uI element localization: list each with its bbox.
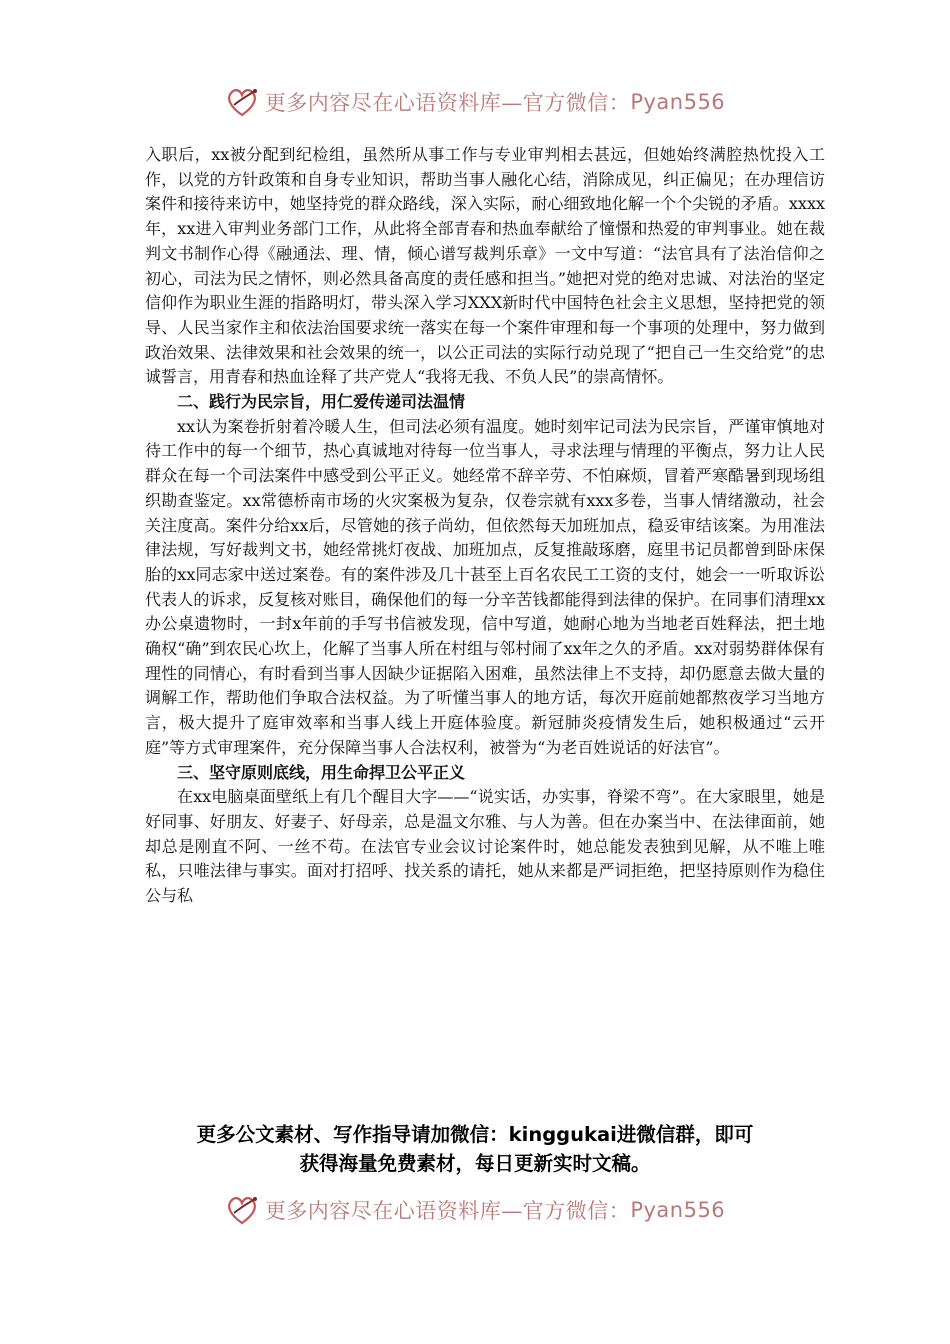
banner-text: 更多内容尽在心语资料库—官方微信： [264, 91, 631, 115]
header-banner [0, 82, 950, 122]
footer-banner-wechat-id: Pyan556 [630, 1198, 726, 1222]
article-body [145, 143, 825, 909]
banner-wechat-id: Pyan556 [630, 90, 726, 114]
promo-line-2: 获得海量免费素材，每日更新实时文稿。 [299, 1152, 651, 1175]
paragraph-3: 在xx电脑桌面壁纸上有几个醒目大字——“说实话，办实事，脊梁不弯”。在大家眼里，她是好同事、好朋友、好妻子、好母亲，总是温文尔雅、与人为善。但在办案当中、在法律面前，她却总是刚直不阿、一丝不苟。在法官专业会议讨论案件时，她总能发表独到见解，从不唯上唯私，只唯法律与事实。面对打招呼、找关系的请托，她从来都是严词拒绝，把坚持原则作为稳住公与私 [145, 787, 825, 906]
section-heading-3: 三、坚守原则底线，用生命捍卫公平正义 [177, 762, 466, 782]
promo-line-1: 更多公文素材、写作指导请加微信：kinggukai进微信群，即可 [196, 1123, 754, 1146]
heart-logo-icon [225, 1193, 259, 1227]
footer-banner-text: 更多内容尽在心语资料库—官方微信： [264, 1199, 631, 1223]
paragraph-2: xx认为案卷折射着冷暖人生，但司法必须有温度。她时刻牢记司法为民宗旨，严谨审慎地对待工作中的每一个细节，热心真诚地对待每一位当事人，寻求法理与情理的平衡点，努力让人民群众在每一个司法案件中感受到公平正义。她经常不辞辛劳、不怕麻烦，冒着严寒酷暑到现场组织勘查鉴定。xx常德桥南市场的火灾案极为复杂，仅卷宗就有xxx多卷，当事人情绪激动，社会关注度高。案件分给xx后，尽管她的孩子尚幼，但依然每天加班加点，稳妥审结该案。为用准法律法规，写好裁判文书，她经常挑灯夜战、加班加点，反复推敲琢磨，庭里书记员都曾到卧床保胎的xx同志家中送过案卷。有的案件涉及几十甚至上百名农民工工资的支付，她会一一听取诉讼代表人的诉求，反复核对账目，确保他们的每一分辛苦钱都能得到法律的保护。在同事们清理xx办公桌遗物时，一封x年前的手写书信被发现，信中写道，她耐心地为当地老百姓释法，把土地确权“确”到农民心坎上，化解了当事人所在村组与邻村闹了xx年之久的矛盾。xx对弱势群体保有理性的同情心，有时看到当事人因缺少证据陷入困难，虽然法律上不支持，却仍愿意去做大量的调解工作，帮助他们争取合法权益。为了听懂当事人的地方话，每次开庭前她都熬夜学习当地方言，极大提升了庭审效率和当事人线上开庭体验度。新冠肺炎疫情发生后，她积极通过“云开庭”等方式审理案件，充分保障当事人合法权利，被誉为“为老百姓说话的好法官”。 [145, 416, 825, 757]
promo-notice [120, 1120, 830, 1178]
section-heading-2: 二、践行为民宗旨，用仁爱传递司法温情 [177, 392, 466, 412]
heart-logo-icon [225, 85, 259, 119]
footer-banner [0, 1190, 950, 1230]
paragraph-1: 入职后，xx被分配到纪检组，虽然所从事工作与专业审判相去甚远，但她始终满腔热忱投入工作，以党的方针政策和自身专业知识，帮助当事人融化心结，消除成见，纠正偏见；在办理信访案件和接待来访中，她坚持党的群众路线，深入实际，耐心细致地化解一个个尖锐的矛盾。xxxx年，xx进入审判业务部门工作，从此将全部青春和热血奉献给了憧憬和热爱的审判事业。她在裁判文书制作心得《融通法、理、情，倾心谱写裁判乐章》一文中写道：“法官具有了法治信仰之初心，司法为民之情怀，则必然具备高度的责任感和担当。”她把对党的绝对忠诚、对法治的坚定信仰作为职业生涯的指路明灯，带头深入学习XXX新时代中国特色社会主义思想，坚持把党的领导、人民当家作主和依法治国要求统一落实在每一个案件审理和每一个事项的处理中，努力做到政治效果、法律效果和社会效果的统一，以公正司法的实际行动兑现了“把自己一生交给党”的忠诚誓言，用青春和热血诠释了共产党人“我将无我、不负人民”的崇高情怀。 [145, 145, 825, 387]
